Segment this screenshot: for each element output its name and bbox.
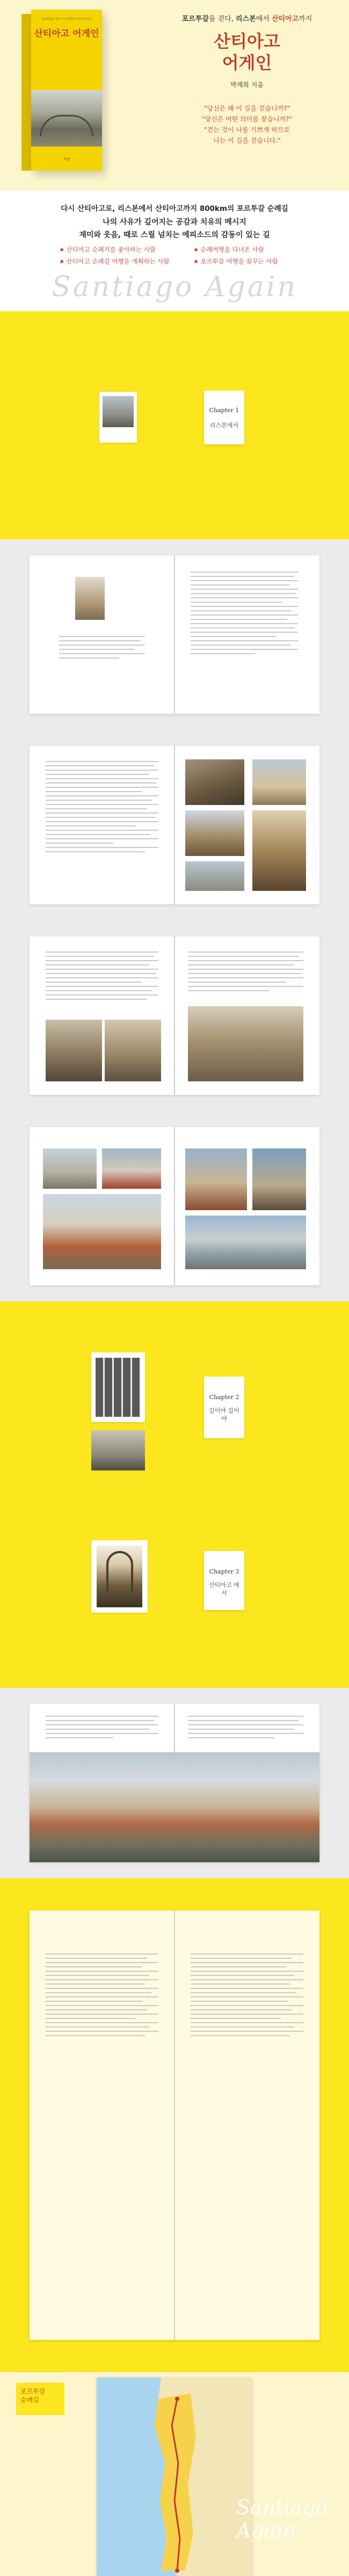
intro-headline-2: 나의 사유가 깊어지는 공감과 치유의 메시지 — [103, 218, 246, 226]
photo-rooftops — [102, 1148, 161, 1189]
book-spread-5 — [0, 1111, 349, 1301]
list-item-text: 산티아고 순례기를 좋아하는 사람 — [66, 246, 156, 253]
body-text — [46, 761, 158, 855]
photo-frame — [91, 1540, 148, 1613]
photo-cloister-2 — [105, 1020, 161, 1081]
santiago-marker-icon — [175, 2397, 179, 2401]
quote-line: "당신은 어떤 의미를 찾습니까?" — [202, 115, 292, 123]
list-item — [59, 257, 170, 266]
quote-line: 나는 이 길을 걷습니다." — [213, 137, 281, 144]
chapter-number: Chapter 3 — [209, 1568, 239, 1575]
tagline-lisbon: 리스본 — [236, 15, 256, 23]
book-spread-2 — [0, 539, 349, 730]
gutter — [174, 555, 175, 714]
gutter — [174, 1127, 175, 1285]
book-pages — [30, 1704, 319, 1862]
book-front — [31, 10, 102, 171]
photo-ruins — [185, 759, 244, 805]
map-note — [16, 2383, 64, 2415]
lisbon-photo — [103, 396, 134, 427]
book-spread-4 — [0, 920, 349, 1111]
book-pages — [30, 746, 319, 904]
star-icon: ★ — [193, 246, 199, 253]
chapter-spread-3 — [0, 1529, 349, 1688]
chapter-spread-2 — [0, 1301, 349, 1529]
photo-panorama — [30, 1752, 319, 1862]
body-text — [188, 952, 303, 994]
body-text — [59, 636, 145, 662]
book-title-line1: 산티아고 — [214, 31, 280, 52]
hero-tagline — [161, 13, 333, 23]
route-list-right — [191, 1953, 303, 2039]
gutter — [174, 746, 175, 904]
chapter-card — [204, 1551, 244, 1610]
star-icon: ★ — [59, 246, 65, 253]
photo-frame — [91, 1352, 145, 1422]
body-text — [46, 952, 158, 1003]
star-icon: ★ — [59, 258, 65, 265]
photo-riverside — [185, 1216, 306, 1269]
body-text — [46, 1716, 158, 1741]
chapter-card — [204, 391, 244, 444]
route-list-left — [46, 1953, 158, 2039]
tagline-portugal: 포르투갈 — [181, 15, 209, 23]
star-icon: ★ — [193, 258, 199, 265]
photo-frame — [99, 392, 137, 443]
chapter-spread-1 — [0, 311, 349, 539]
cover-publisher: 북랩 — [63, 158, 70, 162]
body-text — [191, 572, 298, 657]
book-cover-image — [21, 10, 102, 171]
map-note-line: 순례길 — [20, 2396, 39, 2404]
photo-alley — [91, 1430, 145, 1470]
chapter-title: 길이야 길이야 — [209, 1407, 239, 1422]
chapter-card — [204, 1377, 244, 1438]
photo-town — [43, 1148, 97, 1189]
map-script-watermark: Santiago Again — [236, 2496, 328, 2543]
quote-line: "당신은 왜 이 길을 걷습니까?" — [203, 105, 290, 112]
route-map — [97, 2377, 252, 2576]
list-item-text: 순례여행을 다녀온 사람 — [200, 246, 264, 253]
chapter-title: 산티아고 에서 — [209, 1582, 239, 1597]
photo-street — [185, 861, 244, 891]
list-item-text: 산티아고 순례길 여행을 계획하는 사람 — [66, 258, 170, 265]
chapter-title: 리스본에서 — [209, 422, 239, 429]
intro-section — [0, 191, 349, 311]
photo-village — [185, 810, 244, 856]
route-pages — [30, 1911, 319, 2340]
tagline-text-1: 을 걷다, — [208, 15, 236, 23]
map-section — [0, 2372, 349, 2576]
intro-headline-1: 다시 산티아고로, 리스본에서 산티아고까지 800km의 포르투갈 순례길 — [61, 204, 288, 213]
quote-line: "걷는 것이 나를 기쁘게 하므로 — [204, 126, 290, 134]
route-list-section — [0, 1878, 349, 2372]
photo-road — [252, 759, 306, 805]
book-title-line2: 어게인 — [222, 53, 272, 73]
tagline-text-3: 까지 — [299, 15, 312, 23]
book-spread-3 — [0, 730, 349, 920]
chapter-number: Chapter 1 — [209, 407, 239, 414]
book-pages — [30, 936, 319, 1095]
script-watermark: Santiago Again — [52, 271, 297, 303]
map-note-line: 포르투갈 — [20, 2388, 46, 2395]
portugal-map-svg — [97, 2377, 252, 2576]
church-photo — [75, 577, 105, 620]
photo-harbor — [43, 1194, 161, 1269]
hero-section — [0, 0, 349, 191]
intro-headline-3: 재미와 웃음, 때로 스릴 넘치는 에피소드의 감동이 있는 길 — [79, 231, 270, 239]
book-spread-8 — [0, 1688, 349, 1878]
list-item — [193, 257, 278, 266]
gutter — [174, 1911, 175, 2340]
cover-title: 산티아고 어게인 — [34, 28, 99, 39]
photo-bridge — [252, 1148, 306, 1210]
chapter-number: Chapter 2 — [209, 1394, 239, 1401]
body-text — [188, 1716, 303, 1741]
photo-cloister-wide — [188, 1006, 303, 1081]
book-author: 박재희 지음 — [230, 81, 264, 89]
photo-tile-wall — [252, 810, 306, 891]
hero-text — [161, 13, 333, 146]
tagline-text-2: 에서 — [256, 15, 272, 23]
book-pages — [30, 555, 319, 714]
book-pages — [30, 1127, 319, 1285]
tagline-santiago: 산티아고 — [271, 15, 299, 23]
list-item-text: 포르투갈 여행을 꿈꾸는 사람 — [200, 258, 278, 265]
arch-icon — [106, 1551, 133, 1591]
hero-quotes — [161, 103, 333, 146]
photo-cityscape — [185, 1148, 247, 1210]
list-item — [59, 245, 156, 254]
cover-subtitle: 포르투갈을 걷다, 리스본에서 산티아고까지 — [41, 18, 92, 21]
lisbon-marker-icon — [175, 2568, 179, 2573]
photo-cloister-1 — [46, 1020, 102, 1081]
gutter — [174, 936, 175, 1095]
list-item — [193, 245, 264, 254]
tile-grid-photo — [96, 1358, 141, 1417]
